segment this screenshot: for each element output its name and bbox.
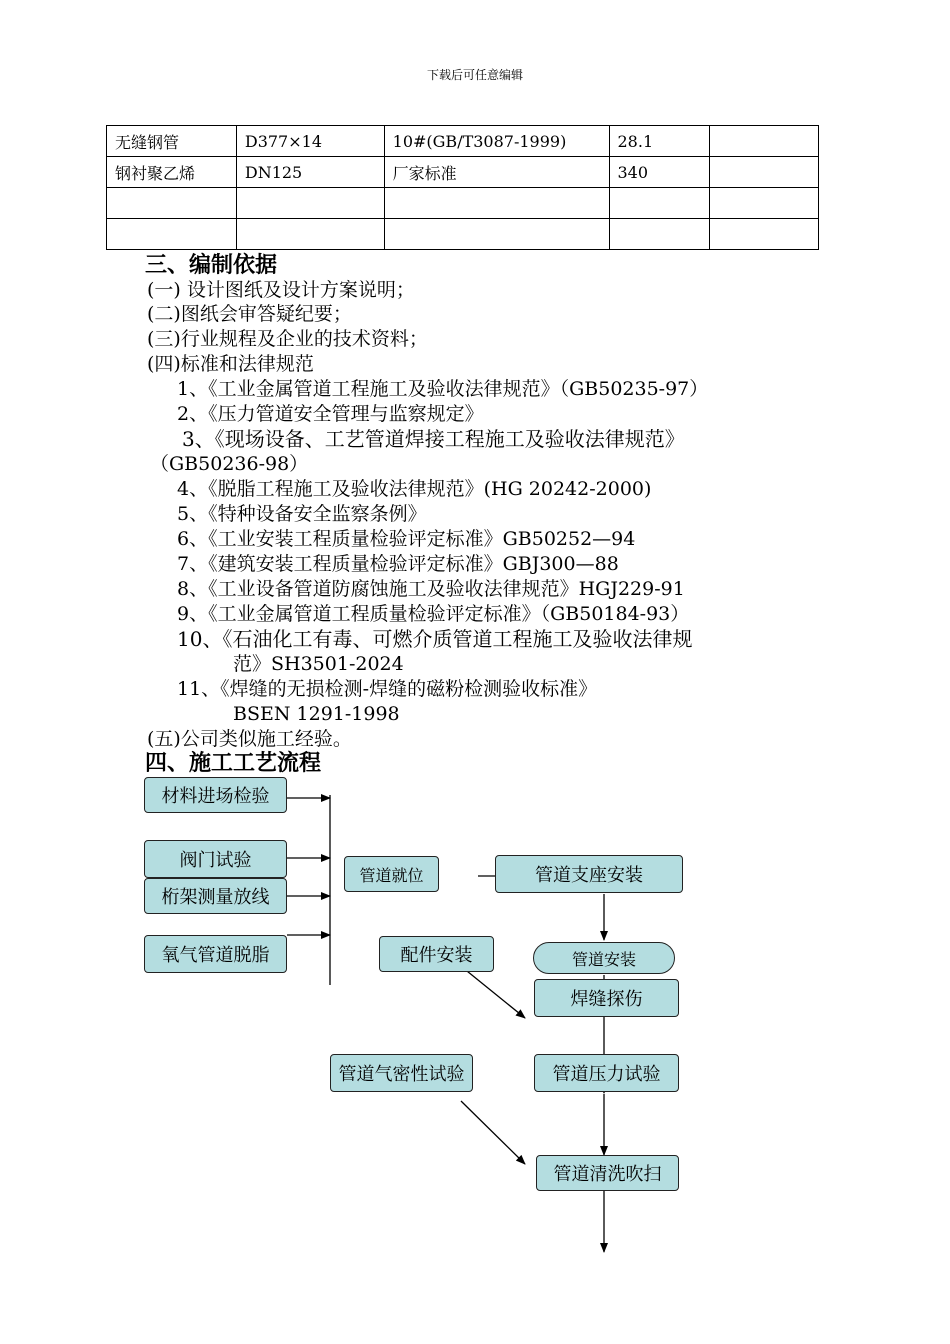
table-cell: DN125 [236,157,384,188]
standard-item: 5、《特种设备安全监察条例》 [177,503,427,525]
standard-item-continued: BSEN 1291-1998 [233,703,400,725]
flow-oxygen-degrease: 氧气管道脱脂 [144,935,287,973]
flow-pipe-positioning: 管道就位 [344,856,439,892]
standard-item: 2、《压力管道安全管理与监察规定》 [177,403,484,425]
flow-pressure-test: 管道压力试验 [534,1054,679,1092]
standard-item: 3、《现场设备、工艺管道焊接工程施工及验收法律规范》 [182,427,685,451]
table-cell: 厂家标准 [384,157,609,188]
table-cell: 10#(GB/T3087-1999) [384,126,609,157]
standard-item: 9、《工业金属管道工程质量检验评定标准》（GB50184-93） [177,603,690,625]
standard-item: 1、《工业金属管道工程施工及验收法律规范》（GB50235-97） [177,378,709,400]
standard-item-continued: 范》SH3501-2024 [233,653,404,675]
flow-fitting-install: 配件安装 [379,936,494,972]
standard-item: 11、《焊缝的无损检测-焊缝的磁粉检测验收标准》 [177,678,598,700]
standard-item: 6、《工业安装工程质量检验评定标准》GB50252—94 [177,528,636,550]
table-cell: 340 [609,157,710,188]
table-cell: 28.1 [609,126,710,157]
basis-item: (五)公司类似施工经验。 [147,728,352,750]
standard-item: 4、《脱脂工程施工及验收法律规范》(HG 20242-2000) [177,478,652,500]
table-cell: 钢衬聚乙烯 [107,157,237,188]
arrow [461,1101,525,1164]
arrow [462,967,525,1018]
basis-item: (二)图纸会审答疑纪要； [147,303,352,325]
basis-item: (一) 设计图纸及设计方案说明； [147,279,415,301]
page-header-note: 下载后可任意编辑 [426,68,523,82]
basis-item: (三)行业规程及企业的技术资料； [147,328,428,350]
flow-support-install: 管道支座安装 [495,855,683,893]
flow-weld-inspection: 焊缝探伤 [534,979,679,1017]
table-cell: 无缝钢管 [107,126,237,157]
standard-item: 10、《石油化工有毒、可燃介质管道工程施工及验收法律规 [177,627,693,651]
basis-item: (四)标准和法律规范 [147,353,314,375]
section-3-title: 三、编制依据 [145,252,278,278]
flow-cleaning-purge: 管道清洗吹扫 [536,1155,679,1191]
standard-item-continued: （GB50236-98） [150,453,309,475]
flow-truss-survey: 桁架测量放线 [144,878,287,914]
flow-valve-test: 阀门试验 [144,840,287,878]
table-cell: D377×14 [236,126,384,157]
section-4-title: 四、施工工艺流程 [145,750,322,776]
flow-pipe-install: 管道安装 [533,942,675,974]
standard-item: 8、《工业设备管道防腐蚀施工及验收法律规范》HGJ229-91 [177,578,685,600]
flow-airtight-test: 管道气密性试验 [330,1054,473,1092]
flow-material-inspection: 材料进场检验 [144,777,287,813]
standard-item: 7、《建筑安装工程质量检验评定标准》GBJ300—88 [177,553,619,575]
